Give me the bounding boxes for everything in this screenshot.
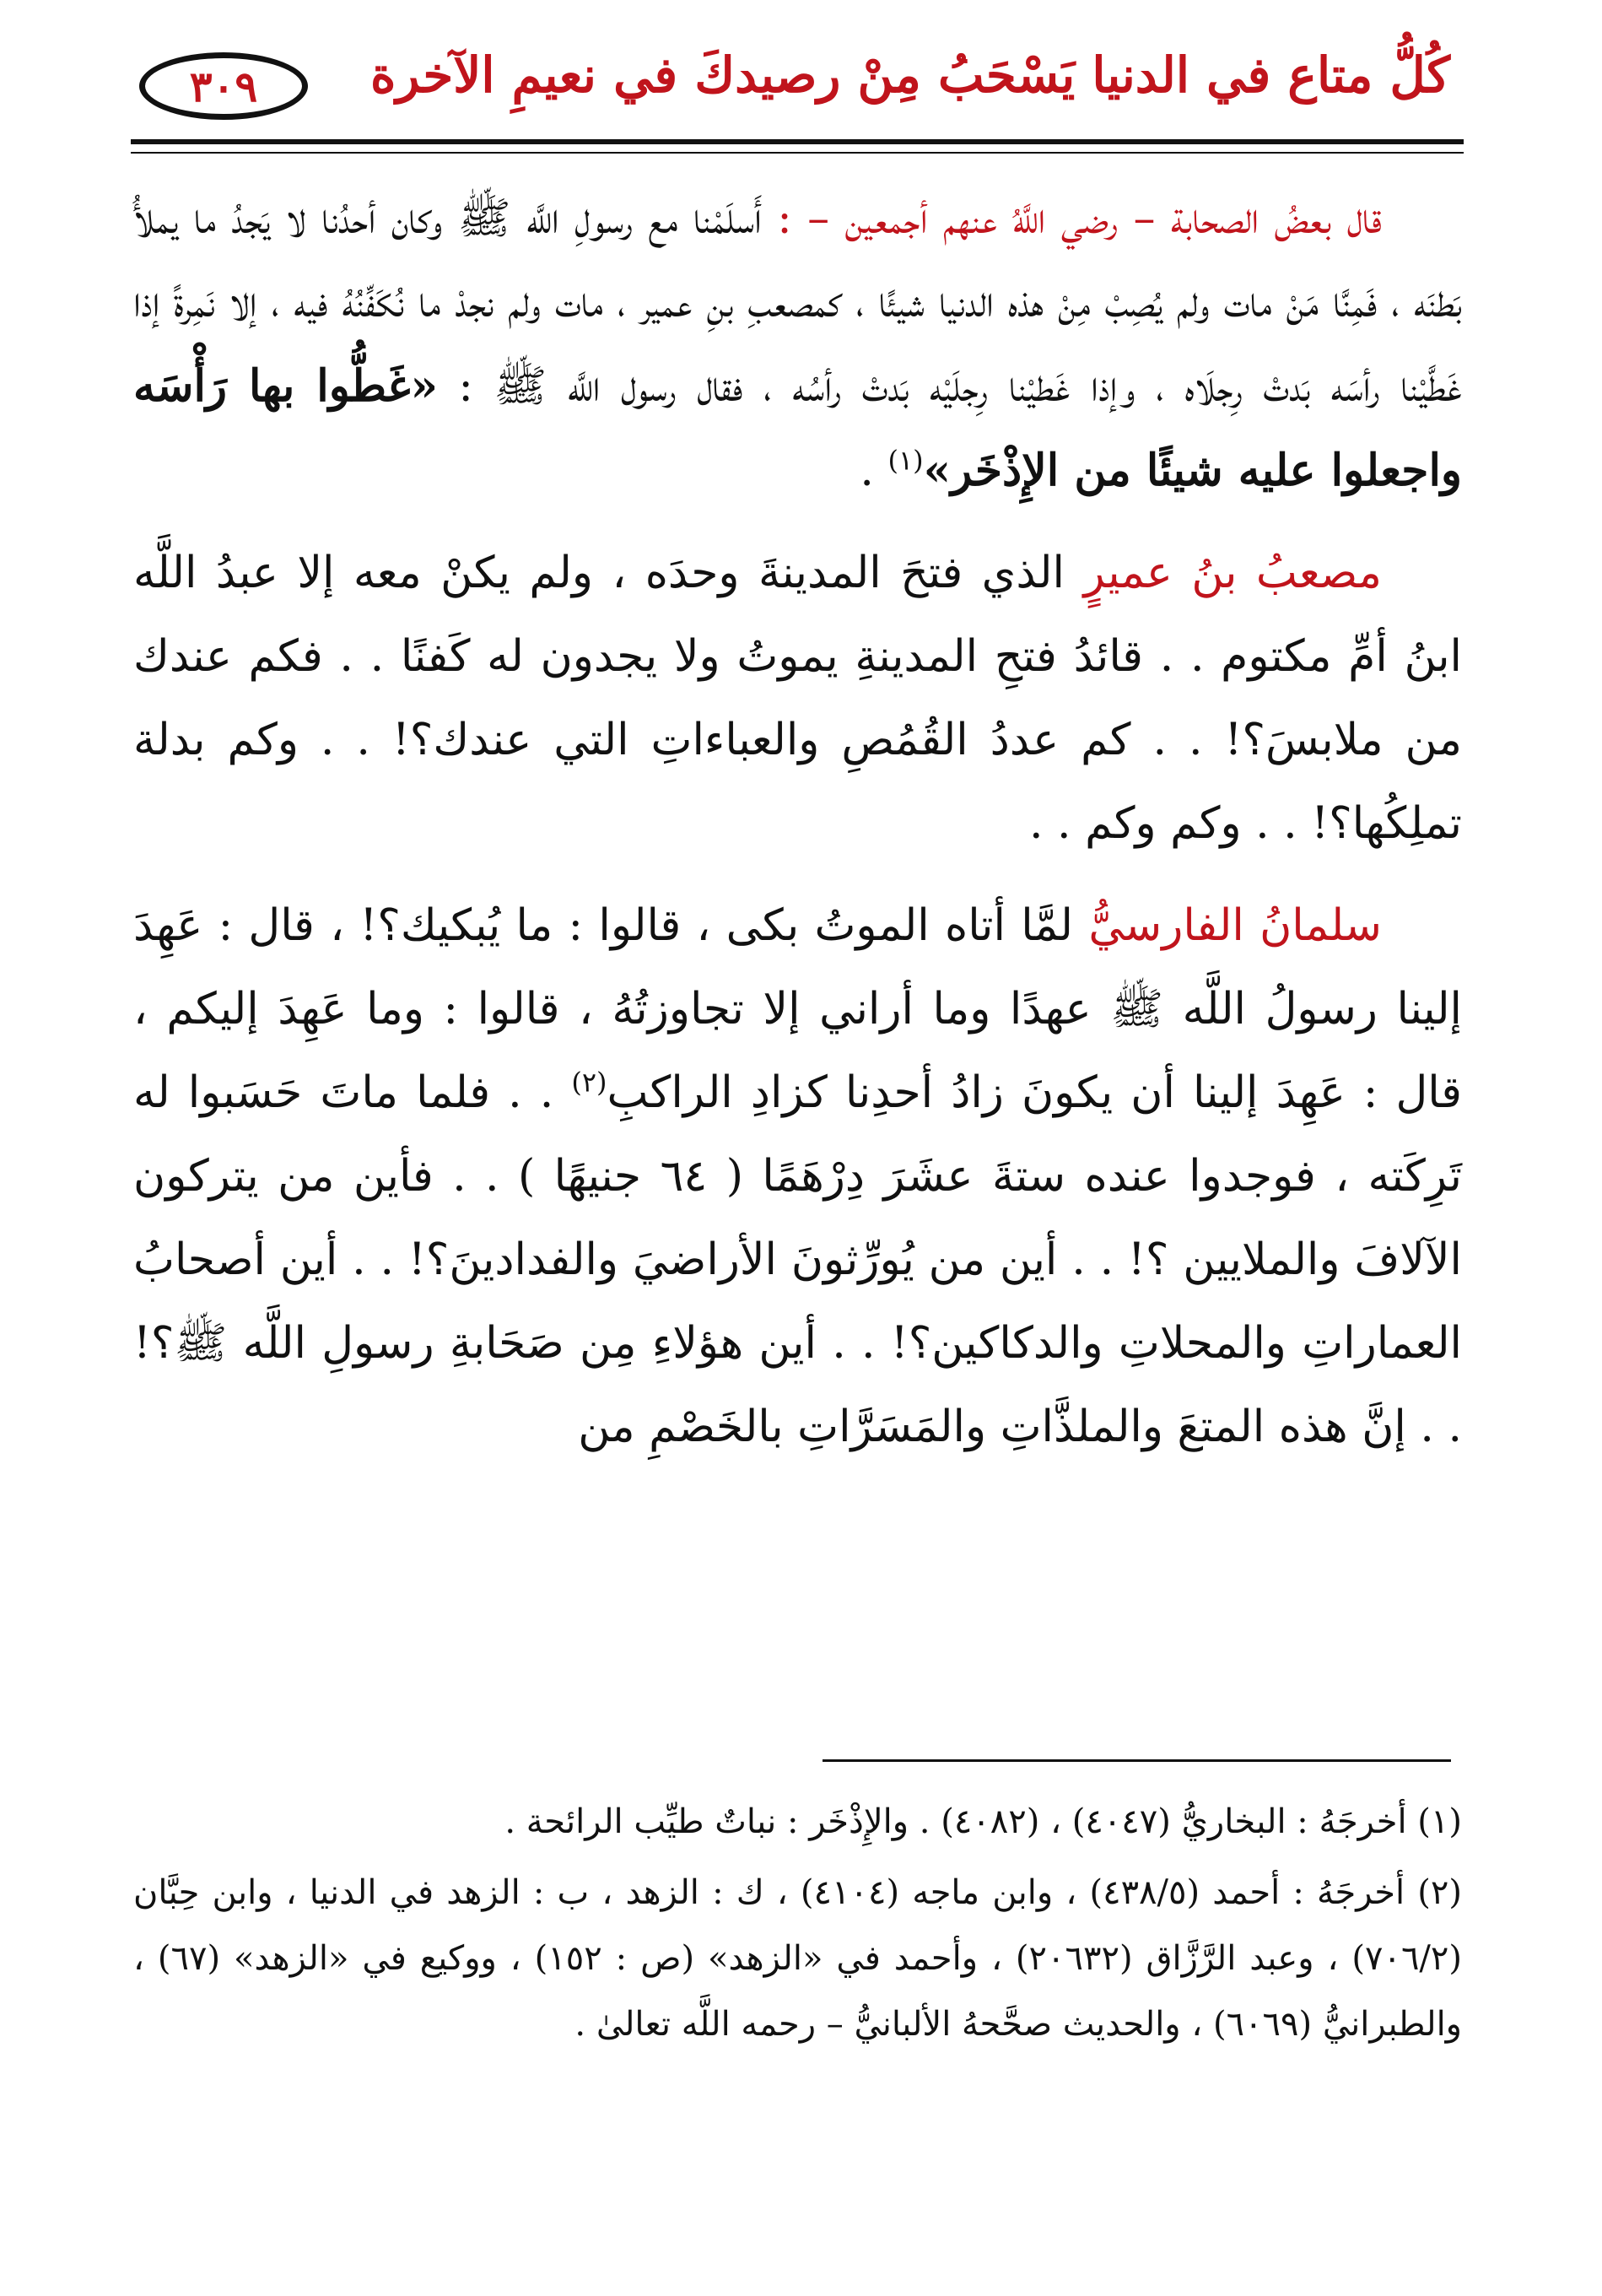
paragraph-2 [133,532,1462,866]
paragraph-text: . [860,446,888,496]
footnote-2: (٢) أخرجَهُ : أحمد (٤٣٨/٥) ، وابن ماجه (٤١٠٤) ، ك : الزهد ، ب : الزهد في الدنيا ، وابن حِبَّان (٧٠٦/٢) ، وعبد الرَّزَّاق (٢٠٦٣٢) ، وأحمد في «الزهد» (ص : ١٥٢) ، ووكيع في «الزهد» (٦٧) ، والطبرانيُّ (٦٠٦٩) ، والحديث صحَّحهُ الألبانيُّ – رحمه اللَّه تعالىٰ . [133,1873,1462,2044]
name-salman: سلمانُ الفارسيُّ [1073,900,1382,951]
hadith-quote: «غَطُّوا بها رَأْسَه واجعلوا عليه شيئًا من الإِذْخَر» [133,360,1462,496]
name-musab: مصعبُ بنُ عميرٍ [1064,548,1383,598]
footnote-1: (١) أخرجَهُ : البخاريُّ (٤٠٤٧) ، (٤٠٨٢) . والإِذْخَر : نباتٌ طيِّب الرائحة . [504,1802,1462,1841]
paragraph-1 [133,177,1462,513]
header-rule-thin [131,152,1464,154]
footnote-ref-2: (٢) [571,1066,607,1099]
paragraph-3 [133,884,1462,1469]
main-text [133,177,1462,1488]
footnote-ref-1: (١) [887,444,924,477]
page-number-oval [139,52,308,120]
running-header-title: كُلُّ متاع في الدنيا يَسْحَبُ مِنْ رصيدكَ في نعيمِ الآخرة [370,46,1450,104]
paragraph-text: . . فلما ماتَ حَسَبوا له تَرِكَته ، فوجدوا عنده ستةَ عشَرَ دِرْهَمًا ( ٦٤ جنيهًا ) . . فأين من يتركون الآلافَ والملايين ؟! . . أين من يُورِّثونَ الأراضيَ والفدادينَ؟! . . أين أصحابُ العماراتِ والمحلاتِ والدكاكين؟! . . أين هؤلاءِ مِن صَحَابةِ رسولِ اللَّه ﷺ؟! . . إنَّ هذه المتعَ والملذَّاتِ والمَسَرَّاتِ بالخَصْمِ من [133,1067,1463,1452]
paragraph-text: لمَّا أتاه الموتُ بكى ، قالوا : ما يُبكيك؟! ، قال : عَهِدَ إلينا رسولُ اللَّه ﷺ عهدًا وما أراني إلا تجاوزتُهُ ، قالوا : وما عَهِدَ إليكم ، قال : عَهِدَ إلينا أن يكونَ زادُ أحدِنا كزادِ الراكبِ [133,900,1462,1118]
paragraph-text: أَسلَمْنا مع رسولِ اللَّه ﷺ وكان أحدُنا لا يَجدُ ما يملأُ بَطنَه ، فَمِنَّا مَنْ مات ولم يُصِبْ مِنْ هذه الدنيا شيئًا ، كمصعبِ بنِ عمير ، مات ولم نجدْ ما نُكَفِّنُهُ فيه ، إلا نَمِرةً إذا غَطَّيْنا رأسَه بَدتْ رِجلَاه ، وإذا غَطيْنا رِجلَيْه بَدتْ رأسُه ، فقال رسول اللَّه ﷺ : [133,193,1462,412]
paragraph-text: الذي فتحَ المدينةَ وحدَه ، ولم يكنْ معه إلا عبدُ اللَّه ابنُ أمِّ مكتوم . . قائدُ فتحِ المدينةِ يموتُ ولا يجدون له كَفنًا . . فكم عندك من ملابسَ؟! . . كم عددُ القُمُصِ والعباءاتِ التي عندك؟! . . وكم بدلة تملِكُها؟! . . وكم وكم . . [133,548,1462,849]
footnote-separator [823,1759,1451,1762]
header-rule-thick [131,139,1464,144]
page-number: ٣٠٩ [189,61,258,111]
footnotes [133,1789,1462,2062]
companion-quote-intro: قال بعضُ الصحابة – رضي اللَّهُ عنهم أجمعين – : [761,193,1382,244]
